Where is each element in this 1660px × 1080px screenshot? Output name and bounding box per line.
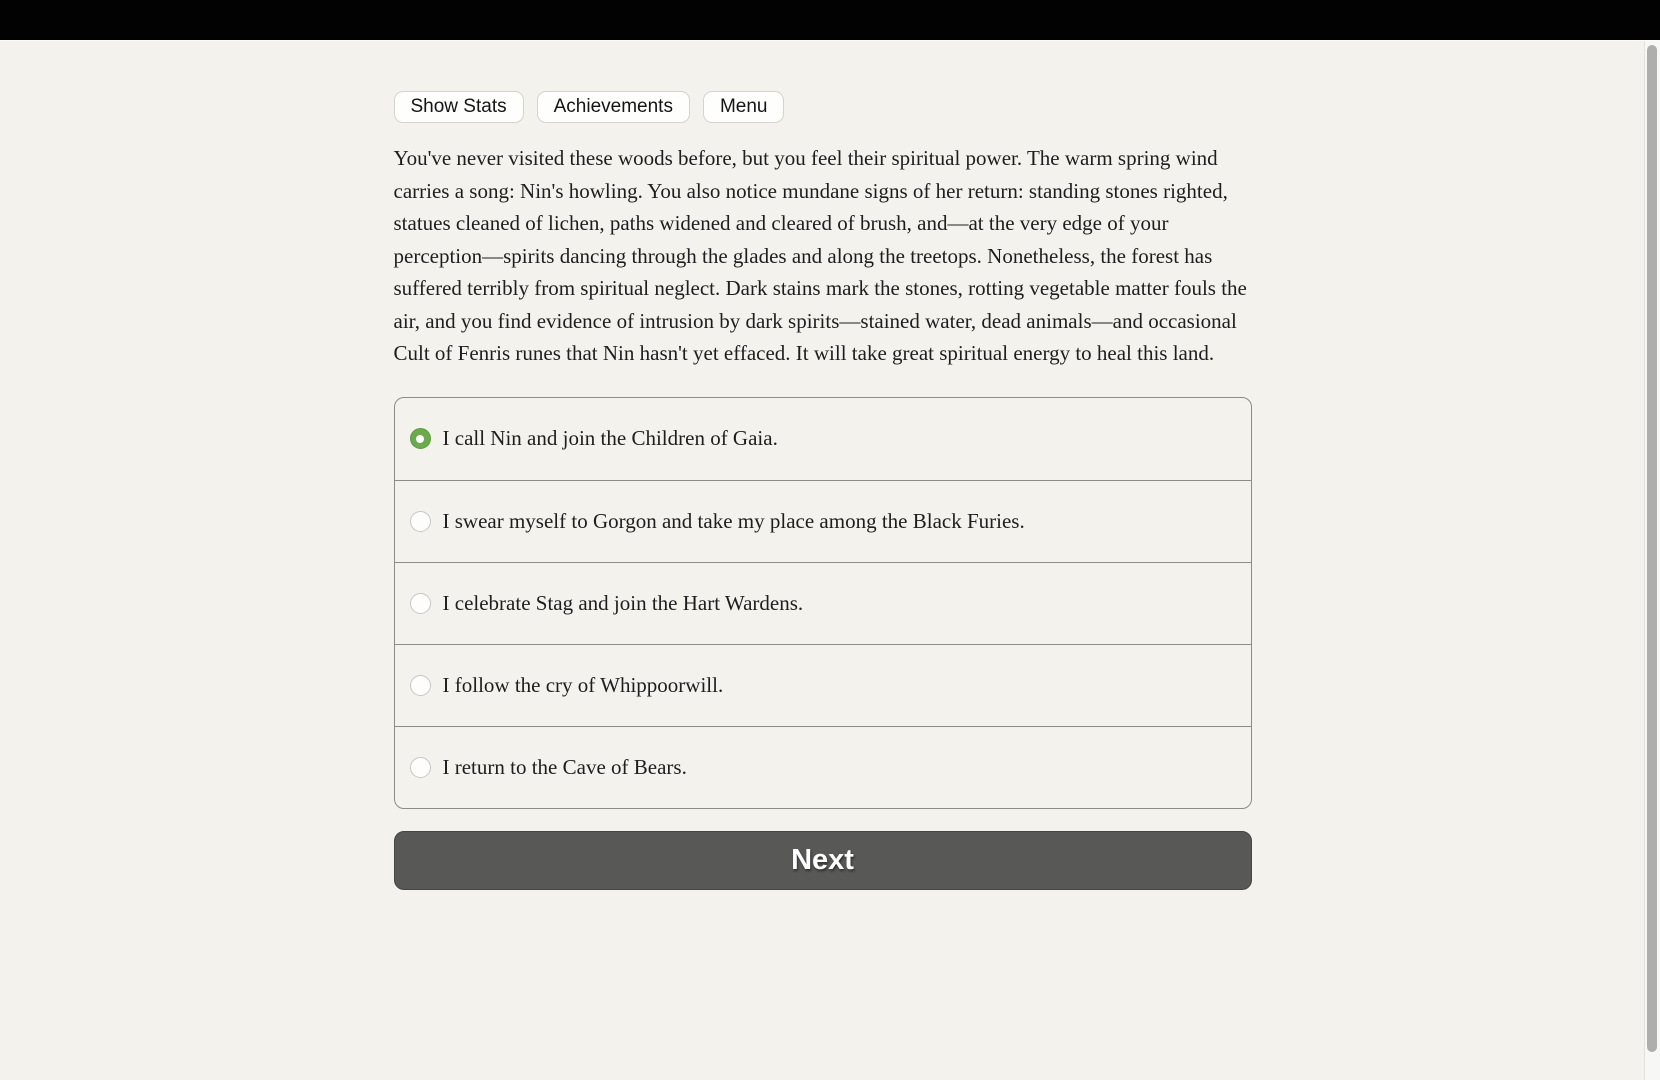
next-button-label: Next [791, 843, 854, 876]
choice-label: I call Nin and join the Children of Gaia. [442, 426, 778, 450]
choice-label: I swear myself to Gorgon and take my place among the Black Furies. [442, 508, 1025, 533]
game-viewport [0, 41, 1645, 1080]
radio-button[interactable] [410, 757, 431, 778]
choice-option-whippoorwill[interactable] [395, 644, 1251, 726]
scrollbar-track[interactable] [1644, 41, 1660, 1080]
choice-option-cave-of-bears[interactable] [395, 726, 1251, 808]
show-stats-button[interactable]: Show Stats [394, 91, 524, 123]
top-black-bar [0, 0, 1660, 41]
radio-button[interactable] [410, 675, 431, 696]
choice-option-black-furies[interactable] [395, 480, 1251, 562]
radio-button[interactable] [410, 593, 431, 614]
story-paragraph: You've never visited these woods before, but you feel their spiritual power. The warm spring wind carries a song: Nin's howling. You also notice mundane signs of her return: standing stones righted, statues cleaned of lichen, paths widened and cleared of brush, and—at the very edge of your perception—spirits dancing through the glades and along the treetops. Nonetheless, the forest has suffered terribly from spiritual neglect. Dark stains mark the stones, rotting vegetable matter fouls the air, and you find evidence of intrusion by dark spirits—stained water, dead animals—and occasional Cult of Fenris runes that Nin hasn't yet effaced. It will take great spiritual energy to heal this land. [393, 146, 1247, 365]
content-column [394, 91, 1252, 890]
choice-label: I celebrate Stag and join the Hart Wardens. [442, 590, 804, 615]
choice-label: I follow the cry of Whippoorwill. [442, 672, 724, 697]
radio-button[interactable] [410, 428, 431, 449]
scrollbar-thumb[interactable] [1647, 45, 1657, 1052]
next-button[interactable] [394, 831, 1252, 890]
toolbar [394, 91, 1252, 123]
menu-button[interactable]: Menu [703, 91, 785, 123]
achievements-button[interactable]: Achievements [537, 91, 690, 123]
choice-label: I return to the Cave of Bears. [442, 754, 687, 779]
choice-option-children-of-gaia[interactable] [395, 398, 1251, 480]
choice-option-hart-wardens[interactable] [395, 562, 1251, 644]
radio-button[interactable] [410, 511, 431, 532]
choice-list [394, 397, 1252, 809]
